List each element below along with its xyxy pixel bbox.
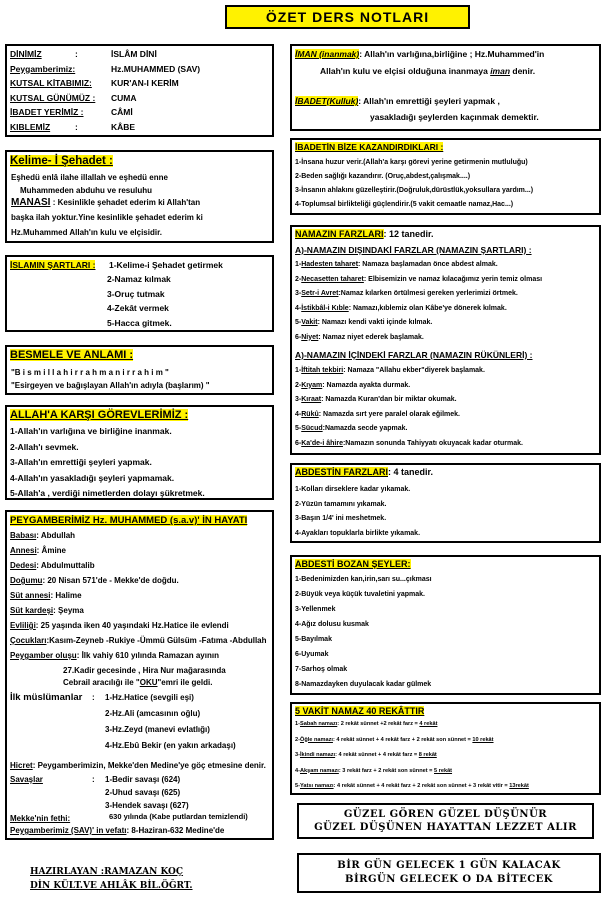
vakit-total: 4 rekât xyxy=(419,721,438,727)
kazandir-item: 1-İnsana huzur verir.(Allah'a karşı görevi yerine getirmenin mutluluğu) xyxy=(295,159,528,166)
page-title: ÖZET DERS NOTLARI xyxy=(225,5,470,29)
farz-number: 2- xyxy=(295,381,302,389)
kelime-line-5: Hz.Muhammed Allah'ın kulu ve elçisidir. xyxy=(11,228,162,237)
sartlar-item: 2-Namaz kılmak xyxy=(107,274,171,284)
basic-info-box xyxy=(5,44,274,137)
hayat-value: : Âmine xyxy=(36,546,67,555)
hayat-key: Peygamber oluşu xyxy=(10,651,77,660)
fetih-text: 630 yılında (Kabe putlardan temizlendi) xyxy=(109,812,248,821)
bozan-item: 5-Bayılmak xyxy=(295,636,332,643)
farz-key: Kıyam xyxy=(301,381,323,389)
farz-key: İftitah tekbiri xyxy=(301,367,344,374)
hayat-key: Dedesi xyxy=(10,561,37,570)
farz-item xyxy=(295,411,460,418)
info-key: DİNİMİZ xyxy=(10,49,42,59)
gorevler-item: 1-Allah'ın varlığına ve birliğine inanmak. xyxy=(10,426,172,436)
farz-value: :Namazın sonunda Tahiyyatı okuyacak kadar oturmak. xyxy=(342,439,523,447)
quote-box-2 xyxy=(297,853,601,893)
hayat-value: : Halime xyxy=(50,591,82,600)
namazin-farzlari-box xyxy=(290,225,601,455)
kelime-line-3: : Kesinlikle şehadet ederim ki Allah'tan xyxy=(52,198,201,207)
hayat-row xyxy=(10,605,84,616)
vakit-number: 4- xyxy=(295,767,300,774)
farz-key: Sücud xyxy=(301,425,323,432)
farz-number: 6- xyxy=(295,333,302,341)
gorevler-item: 3-Allah'ın emrettiği şeyleri yapmak. xyxy=(10,457,152,467)
kazandir-item: 3-İnsanın ahlakını güzelleştirir.(Doğruluk,dürüstlük,yoksullara yardım...) xyxy=(295,187,534,194)
ilk-muslumanlar-label: İlk müslümanlar xyxy=(10,692,83,703)
hayat-value: : Şeyma xyxy=(53,606,84,615)
kazandir-item: 4-Toplumsal birlikteliği güçlendirir.(5 vakit cemaatle namaz,Hac...) xyxy=(295,201,514,208)
vakit-key: Öğle namazı xyxy=(299,736,333,743)
bozan-item: 1-Bedenimizden kan,irin,sarı su...çıkması xyxy=(295,576,432,583)
hayat-value: : 20 Nisan 571'de - Mekke'de doğdu. xyxy=(42,576,179,585)
farzlar-b-heading: A)-NAMAZIN İÇİNDEKİ FARZLAR (NAMAZIN RÜKÜNLERİ) : xyxy=(295,350,533,360)
sartlar-item: 3-Oruç tutmak xyxy=(107,288,165,299)
farz-item xyxy=(295,382,410,389)
quote-box-1 xyxy=(297,803,594,839)
vakit-value: : 4 rekât sünnet + 4 rekât farz + 2 rekât son sünnet + 3 rekât vitir = xyxy=(333,783,510,789)
farz-key: İstikbâl-i Kıble xyxy=(301,304,349,312)
hayat-value: : 25 yaşında iken 40 yaşındaki Hz.Hatice ile evlendi xyxy=(35,621,229,630)
iman-line-2c: denir. xyxy=(510,66,536,76)
quote-2-line-2: BİRGÜN GELECEK O DA BİTECEK xyxy=(345,874,553,885)
farz-value: : Namaza "Allahu ekber"diyerek başlamak. xyxy=(343,367,485,374)
iman-line-2a: Allah'ın kulu ve elçisi olduğuna inanmaya xyxy=(320,66,491,76)
iman-label: İMAN (inanmak) xyxy=(295,49,360,59)
fetih-label: Mekke'nin fethi: xyxy=(10,814,71,823)
vakit-key: Sabah namazı xyxy=(299,721,338,727)
manasi-label: MANASI xyxy=(11,197,51,208)
vefat-text: : 8-Haziran-632 Medine'de xyxy=(126,826,225,835)
hayat-value: : İlk vahiy 610 yılında Ramazan ayının xyxy=(76,651,219,660)
hayat-row xyxy=(10,575,179,586)
info-key: KIBLEMİZ xyxy=(10,121,51,132)
kelime-line-1: Eşhedü enlâ ilahe illallah ve eşhedü enne xyxy=(11,173,168,182)
hayat-key: Süt annesi xyxy=(10,591,51,600)
quote-1-line-2: GÜZEL DÜŞÜNEN HAYATTAN LEZZET ALIR xyxy=(314,822,577,833)
farz-number: 5- xyxy=(295,319,302,326)
farz-key: Hadesten taharet xyxy=(301,261,359,268)
info-value: İSLÂM DİNİ xyxy=(111,49,157,59)
iman-line-1: : Allah'ın varlığına,birliğine ; Hz.Muhammed'in xyxy=(359,49,545,59)
vakit-row xyxy=(295,752,437,758)
ibadet-label: İBADET(Kulluk) xyxy=(295,96,359,106)
kelime-heading: Kelime- İ Şehadet : xyxy=(10,155,113,167)
bozan-item: 7-Sarhoş olmak xyxy=(295,666,348,673)
info-colon: : xyxy=(75,121,78,132)
vakit-total: 8 rekât xyxy=(418,752,437,758)
kelime-line-4: başka ilah yoktur.Yine kesinlikle şehadet ederim ki xyxy=(11,213,203,222)
farz-item xyxy=(295,290,518,297)
farz-number: 4- xyxy=(295,304,302,312)
vakit-value: : 4 rekât sünnet + 4 rekât farz = xyxy=(335,752,419,758)
abdest-item: 2-Yüzün tamamını yıkamak. xyxy=(295,500,387,508)
vakit-row xyxy=(295,783,529,789)
farz-number: 1- xyxy=(295,261,302,268)
farz-number: 3- xyxy=(295,290,302,297)
vahiy-oku: OKU xyxy=(139,678,158,687)
farz-key: Rükû xyxy=(301,410,319,418)
farz-item xyxy=(295,425,407,432)
vakit-value: : 3 rekât farz + 2 rekât son sünnet = xyxy=(338,767,434,774)
kazandir-heading: İBADETİN BİZE KAZANDIRDIKLARI : xyxy=(295,142,444,152)
info-value: CUMA xyxy=(111,92,137,103)
farz-key: Vakit xyxy=(301,319,318,326)
besmele-box xyxy=(5,345,274,395)
abdestin-farzlari-box xyxy=(290,463,601,543)
vakit-value: : 2 rekât sünnet +2 rekât farz = xyxy=(337,721,420,727)
ibadet-line-2: yasakladığı şeylerden kaçınmak demektir. xyxy=(370,112,539,122)
vahiy-line-1: 27.Kadir gecesinde , Hira Nur mağarasında xyxy=(63,666,226,675)
vakit-number: 1- xyxy=(295,721,300,727)
vakit-total: 5 rekât xyxy=(434,767,453,774)
farz-item xyxy=(295,261,498,268)
iman-word: iman xyxy=(490,66,511,76)
ilk-muslumanlar-item: 1-Hz.Hatice (sevgili eşi) xyxy=(105,693,194,702)
vahiy-line-2c: "emri ile geldi. xyxy=(157,678,213,687)
vahiy-line-2a: Cebrail aracılığı ile " xyxy=(63,678,140,687)
bozan-item: 3-Yellenmek xyxy=(295,606,336,613)
gorevler-item: 5-Allah'a , verdiği nimetlerden dolayı şükretmek. xyxy=(10,488,205,498)
vakit-row xyxy=(295,721,437,727)
farz-number: 2- xyxy=(295,275,302,283)
hayat-key: Babası xyxy=(10,531,37,540)
info-value: CÂMİ xyxy=(111,107,133,117)
vefat-label: Peygamberimiz (SAV)' in vefatı xyxy=(10,826,127,835)
iman-ibadet-box xyxy=(290,44,601,131)
farz-value: : Namazı kendi vakti içinde kılmak. xyxy=(317,319,433,326)
farz-value: : Namazda ayakta durmak. xyxy=(322,381,411,389)
hayat-value: : Abdullah xyxy=(36,531,76,540)
farz-item xyxy=(295,334,424,341)
gorevler-item: 4-Allah'ın yasakladığı şeyleri yapmamak. xyxy=(10,472,175,483)
info-value: KÂBE xyxy=(111,121,136,132)
hicret-text: : Peygamberimizin, Mekke'den Medine'ye göç etmesine denir. xyxy=(32,761,266,770)
farz-key: Kıraat xyxy=(301,396,322,403)
ibadet-kazandirdiklari-box xyxy=(290,138,601,215)
savas-item: 3-Hendek savaşı (627) xyxy=(105,801,189,810)
gorevler-heading: ALLAH'A KARŞI GÖREVLERİMİZ : xyxy=(10,409,189,421)
hayat-row xyxy=(10,560,95,571)
vakit-value: : 4 rekât sünnet + 4 rekât farz + 2 rekât son sünnet = xyxy=(332,736,473,743)
farzlar-a-heading: A)-NAMAZIN DIŞINDAKİ FARZLAR (NAMAZIN ŞARTLARI) : xyxy=(295,245,532,255)
vakit-total: 10 rekât xyxy=(472,736,494,743)
quote-1-line-1: GÜZEL GÖREN GÜZEL DÜŞÜNÜR xyxy=(343,809,548,820)
farzlar-heading: NAMAZIN FARZLARI xyxy=(295,229,384,239)
info-colon: : xyxy=(75,49,78,59)
info-key: Peygamberimiz: xyxy=(10,63,76,74)
kelime-line-2: Muhammeden abduhu ve resuluhu xyxy=(20,186,153,195)
bozan-item: 8-Namazdayken duyulacak kadar gülmek xyxy=(295,681,432,688)
bozan-item: 6-Uyumak xyxy=(295,651,329,658)
farz-value: :Namazda secde yapmak. xyxy=(322,425,408,432)
farz-number: 1- xyxy=(295,367,302,374)
hayat-row xyxy=(10,545,66,556)
sartlar-item: 4-Zekât vermek xyxy=(107,303,169,313)
vakit-total: 13rekât xyxy=(509,783,529,789)
ilk-muslumanlar-item: 4-Hz.Ebû Bekir (en yakın arkadaşı) xyxy=(105,741,236,750)
farz-value: : Namazda sırt yere paralel olarak eğilmek. xyxy=(318,410,460,418)
vakit-row xyxy=(295,768,452,774)
farz-item xyxy=(295,319,432,326)
hayat-row xyxy=(10,590,82,601)
besmele-heading: BESMELE VE ANLAMI : xyxy=(10,349,134,361)
hayat-key: Annesi xyxy=(10,546,37,555)
farz-key: Ka'de-i âhire xyxy=(301,439,343,447)
bozan-item: 2-Büyük veya küçük tuvaletini yapmak. xyxy=(295,591,425,598)
farz-item xyxy=(295,396,457,403)
credit-line-2: DİN KÜLT.VE AHLÂK BİL.ÖĞRT. xyxy=(30,881,193,891)
farz-value: : Namazı,kıblemiz olan Kâbe'ye dönerek kılmak. xyxy=(348,304,507,312)
sartlar-item: 1-Kelime-i Şehadet getirmek xyxy=(109,260,223,270)
hayat-key: Çocukları xyxy=(10,636,47,645)
kazandir-item: 2-Beden sağlığı kazandırır. (Oruç,abdest,çalışmak....) xyxy=(295,173,471,180)
hayat-key: Süt kardeşi xyxy=(10,606,54,615)
bozan-item: 4-Ağız dolusu kusmak xyxy=(295,621,369,628)
farz-number: 6- xyxy=(295,439,302,447)
farz-number: 5- xyxy=(295,425,302,432)
vakit-number: 3- xyxy=(295,752,300,758)
farz-key: Setr-i Avret xyxy=(301,290,339,297)
abdest-item: 4-Ayakları topuklarla birlikte yıkamak. xyxy=(295,529,421,537)
sartlar-item: 5-Hacca gitmek. xyxy=(107,317,172,328)
gorevler-box xyxy=(5,405,274,500)
abdest-item: 3-Başın 1/4' ini meshetmek. xyxy=(295,515,387,522)
ilk-muslumanlar-item: 3-Hz.Zeyd (manevi evlatlığı) xyxy=(105,725,210,734)
peygamber-hayati-box: PEYGAMBERİMİZ Hz. MUHAMMED (s.a.v)' İN HAYATI Babası: Abdullah Annesi: Âmine Dedesi: Abdulmuttalib Doğumu: 20 Nisan 571'de - Mekke'de doğdu. Süt annesi: Halime Süt kardeşi: Şeyma Evliliği: 25 yaşında iken 40 yaşındaki Hz.Hatice ile evlendi Çocukları:Kasım-Zeyneb -Rukiye -Ümmü Gülsüm -Fatıma -Abdullah Peygamber oluşu: İlk vahiy 610 yılında Ramazan ayının 27.Kadir gecesinde , Hira Nur mağarasında Cebrail aracılığı ile "OKU"emri ile geldi. İlk müslümanlar : 1-Hz.Hatice (sevgili eşi) 2-Hz.Ali (amcasının oğlu) 3-Hz.Zeyd (manevi evlatlığı) 4-Hz.Ebû Bekir (en yakın arkadaşı) Hicret: Peygamberimizin, Mekke'den Medine'ye göç etmesine denir. Savaşlar : 1-Bedir savaşı (624) 2-Uhud savaşı (625) 3-Hendek savaşı (627) Mekke'nin fethi: 630 yılında (Kabe putlardan temizlendi) Peygamberimiz (SAV)' in vefatı: 8-Haziran-632 Medine'de xyxy=(5,510,274,840)
vakit-number: 2- xyxy=(295,736,300,743)
farz-value: : Namaz niyet ederek başlamak. xyxy=(318,333,424,341)
farz-value: : Elbisemizin ve namaz kılacağımız yerin temiz olması xyxy=(363,275,543,283)
hayat-value: : Abdulmuttalib xyxy=(36,561,95,570)
farz-key: Necasetten taharet xyxy=(301,275,364,283)
hayat-row xyxy=(10,620,229,631)
bes-vakit-box xyxy=(290,702,601,795)
bozan-heading: ABDESTİ BOZAN ŞEYLER: xyxy=(295,559,411,569)
vakit-heading: 5 VAKİT NAMAZ 40 REKÂTTIR xyxy=(295,706,425,716)
sartlar-heading: İSLAMIN ŞARTLARI : xyxy=(10,260,96,270)
farz-number: 3- xyxy=(295,396,302,403)
credit-line-1: HAZIRLAYAN :RAMAZAN KOÇ xyxy=(30,867,184,877)
farz-value: : Namaza başlamadan önce abdest almak. xyxy=(358,261,498,268)
vakit-row xyxy=(295,737,494,743)
info-key: KUTSAL GÜNÜMÜZ : xyxy=(10,92,96,103)
farzlar-count: : 12 tanedir. xyxy=(383,229,434,239)
savas-item: 1-Bedir savaşı (624) xyxy=(105,775,181,784)
abdest-count: : 4 tanedir. xyxy=(388,467,434,477)
hayat-row xyxy=(10,635,267,646)
vakit-key: İkindi namazı xyxy=(299,752,336,758)
farz-item xyxy=(295,367,485,374)
besmele-arabic: "B i s m i l l a h i r r a h m a n i r r a h i m " xyxy=(11,368,169,377)
gorevler-item: 2-Allah'ı sevmek. xyxy=(10,441,79,452)
farz-item xyxy=(295,305,507,312)
info-key: KUTSAL KİTABIMIZ: xyxy=(10,78,92,88)
farz-item xyxy=(295,440,523,447)
hicret-label: Hicret xyxy=(10,761,33,770)
vakit-key: Akşam namazı xyxy=(299,767,339,774)
abdest-item: 1-Kolları dirseklere kadar yıkamak. xyxy=(295,486,411,493)
savaslar-label: Savaşlar xyxy=(10,775,43,784)
vakit-key: Yatsı namazı xyxy=(299,783,334,789)
hayat-value: :Kasım-Zeyneb -Rukiye -Ümmü Gülsüm -Fatıma -Abdullah xyxy=(46,636,267,645)
hayat-row xyxy=(10,650,219,661)
islamin-sartlari-box xyxy=(5,255,274,332)
farz-value: : Namazda Kuran'dan bir miktar okumak. xyxy=(321,396,457,403)
info-value: Hz.MUHAMMED (SAV) xyxy=(111,63,201,74)
hayat-heading: PEYGAMBERİMİZ Hz. MUHAMMED (s.a.v)' İN HAYATI xyxy=(10,515,248,526)
hayat-key: Doğumu xyxy=(10,576,43,585)
farz-key: Niyet xyxy=(301,333,319,341)
farz-number: 4- xyxy=(295,410,302,418)
quote-2-line-1: BİR GÜN GELECEK 1 GÜN KALACAK xyxy=(337,860,561,871)
vakit-number: 5- xyxy=(295,783,300,789)
abdesti-bozan-box xyxy=(290,555,601,695)
ibadet-line-1: : Allah'ın emrettiği şeyleri yapmak , xyxy=(358,96,500,106)
farz-value: :Namaz kılarken örtülmesi gereken yerlerimizi örtmek. xyxy=(338,290,518,297)
abdest-heading: ABDESTİN FARZLARI xyxy=(295,467,388,477)
hayat-key: Evliliği xyxy=(10,621,36,630)
hayat-row xyxy=(10,530,75,541)
farz-item xyxy=(295,276,542,283)
ilk-muslumanlar-item: 2-Hz.Ali (amcasının oğlu) xyxy=(105,709,201,718)
info-value: KUR'AN-I KERİM xyxy=(111,78,179,88)
besmele-meaning: "Esirgeyen ve bağışlayan Allah'ın adıyla (başlarım) " xyxy=(11,381,210,390)
kelime-i-sehadet-box xyxy=(5,150,274,243)
info-key: İBADET YERİMİZ : xyxy=(10,107,84,117)
savas-item: 2-Uhud savaşı (625) xyxy=(105,788,181,797)
